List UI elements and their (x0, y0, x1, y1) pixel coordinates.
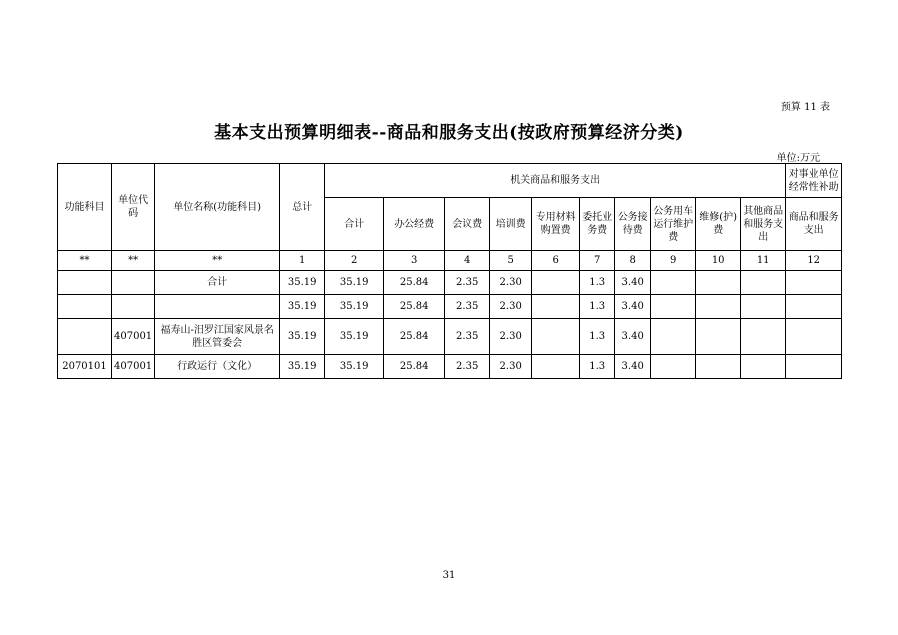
cell-total: 35.19 (280, 295, 325, 319)
cell-total: 35.19 (280, 319, 325, 355)
cell-value: 2.35 (445, 355, 490, 379)
index-cell: 8 (615, 251, 651, 271)
cell-value: 25.84 (384, 271, 445, 295)
page-number: 31 (442, 570, 456, 581)
cell-value: 25.84 (384, 295, 445, 319)
cell-value (786, 355, 842, 379)
cell-value: 2.35 (445, 271, 490, 295)
cell-value (651, 355, 696, 379)
cell-value: 3.40 (615, 271, 651, 295)
cell-value: 2.30 (490, 295, 532, 319)
cell-code (112, 271, 155, 295)
col-header-sub: 会议费 (445, 198, 490, 251)
cell-func (58, 295, 112, 319)
index-cell: ** (112, 251, 155, 271)
cell-value: 3.40 (615, 355, 651, 379)
cell-value (741, 319, 786, 355)
index-cell: 3 (384, 251, 445, 271)
col-header-sub: 委托业务费 (580, 198, 615, 251)
cell-total: 35.19 (280, 355, 325, 379)
cell-value (741, 271, 786, 295)
cell-code (112, 295, 155, 319)
cell-value: 35.19 (325, 295, 384, 319)
cell-code: 407001 (112, 319, 155, 355)
index-cell: 1 (280, 251, 325, 271)
cell-value (651, 295, 696, 319)
page-title: 基本支出预算明细表--商品和服务支出(按政府预算经济分类) (214, 123, 684, 143)
cell-value (741, 295, 786, 319)
table-row (58, 319, 842, 355)
cell-value (786, 319, 842, 355)
cell-code: 407001 (112, 355, 155, 379)
col-group-org-goods-services: 机关商品和服务支出 (325, 164, 786, 198)
cell-value: 1.3 (580, 295, 615, 319)
cell-value: 1.3 (580, 355, 615, 379)
cell-value: 35.19 (325, 271, 384, 295)
cell-total: 35.19 (280, 271, 325, 295)
cell-value (696, 319, 741, 355)
cell-func (58, 271, 112, 295)
table-row (58, 295, 842, 319)
table-row (58, 355, 842, 379)
cell-value (532, 319, 580, 355)
cell-value (651, 319, 696, 355)
cell-value: 1.3 (580, 271, 615, 295)
cell-func: 2070101 (58, 355, 112, 379)
col-group-subsidy: 对事业单位经常性补助 (786, 164, 842, 198)
col-header-sub: 公务接待费 (615, 198, 651, 251)
cell-value: 2.30 (490, 271, 532, 295)
cell-func (58, 319, 112, 355)
cell-value: 2.35 (445, 295, 490, 319)
col-header-unit-name: 单位名称(功能科目) (155, 164, 280, 251)
cell-name: 福寿山-汨罗江国家风景名胜区管委会 (155, 319, 280, 355)
budget-table (57, 163, 842, 379)
cell-value: 3.40 (615, 319, 651, 355)
index-cell: 2 (325, 251, 384, 271)
table-row (58, 271, 842, 295)
index-cell: 12 (786, 251, 842, 271)
cell-value: 2.35 (445, 319, 490, 355)
cell-value: 1.3 (580, 319, 615, 355)
cell-value: 2.30 (490, 355, 532, 379)
col-header-sub: 维修(护)费 (696, 198, 741, 251)
unit-label: 单位:万元 (776, 153, 820, 164)
cell-value: 2.30 (490, 319, 532, 355)
index-cell: ** (58, 251, 112, 271)
cell-value: 35.19 (325, 319, 384, 355)
index-cell: 5 (490, 251, 532, 271)
index-cell: 7 (580, 251, 615, 271)
col-header-sub: 公务用车运行维护费 (651, 198, 696, 251)
index-row (58, 251, 842, 271)
cell-value: 25.84 (384, 319, 445, 355)
col-header-total: 总计 (280, 164, 325, 251)
cell-name (155, 295, 280, 319)
cell-value: 25.84 (384, 355, 445, 379)
col-header-sub: 培训费 (490, 198, 532, 251)
cell-value (532, 271, 580, 295)
col-header-sub: 合计 (325, 198, 384, 251)
cell-value (741, 355, 786, 379)
cell-value: 35.19 (325, 355, 384, 379)
cell-value (696, 295, 741, 319)
index-cell: ** (155, 251, 280, 271)
index-cell: 11 (741, 251, 786, 271)
col-header-sub: 商品和服务支出 (786, 198, 842, 251)
cell-name: 行政运行（文化） (155, 355, 280, 379)
cell-value (786, 271, 842, 295)
cell-value (696, 271, 741, 295)
cell-value (786, 295, 842, 319)
col-header-sub: 其他商品和服务支出 (741, 198, 786, 251)
cell-value (696, 355, 741, 379)
cell-value (532, 355, 580, 379)
cell-value (532, 295, 580, 319)
col-header-sub: 办公经费 (384, 198, 445, 251)
table-number: 预算 11 表 (780, 102, 830, 113)
cell-value (651, 271, 696, 295)
index-cell: 6 (532, 251, 580, 271)
cell-value: 3.40 (615, 295, 651, 319)
cell-name: 合计 (155, 271, 280, 295)
index-cell: 10 (696, 251, 741, 271)
index-cell: 9 (651, 251, 696, 271)
col-header-unit-code: 单位代码 (112, 164, 155, 251)
col-header-func-subject: 功能科目 (58, 164, 112, 251)
index-cell: 4 (445, 251, 490, 271)
col-header-sub: 专用材料购置费 (532, 198, 580, 251)
